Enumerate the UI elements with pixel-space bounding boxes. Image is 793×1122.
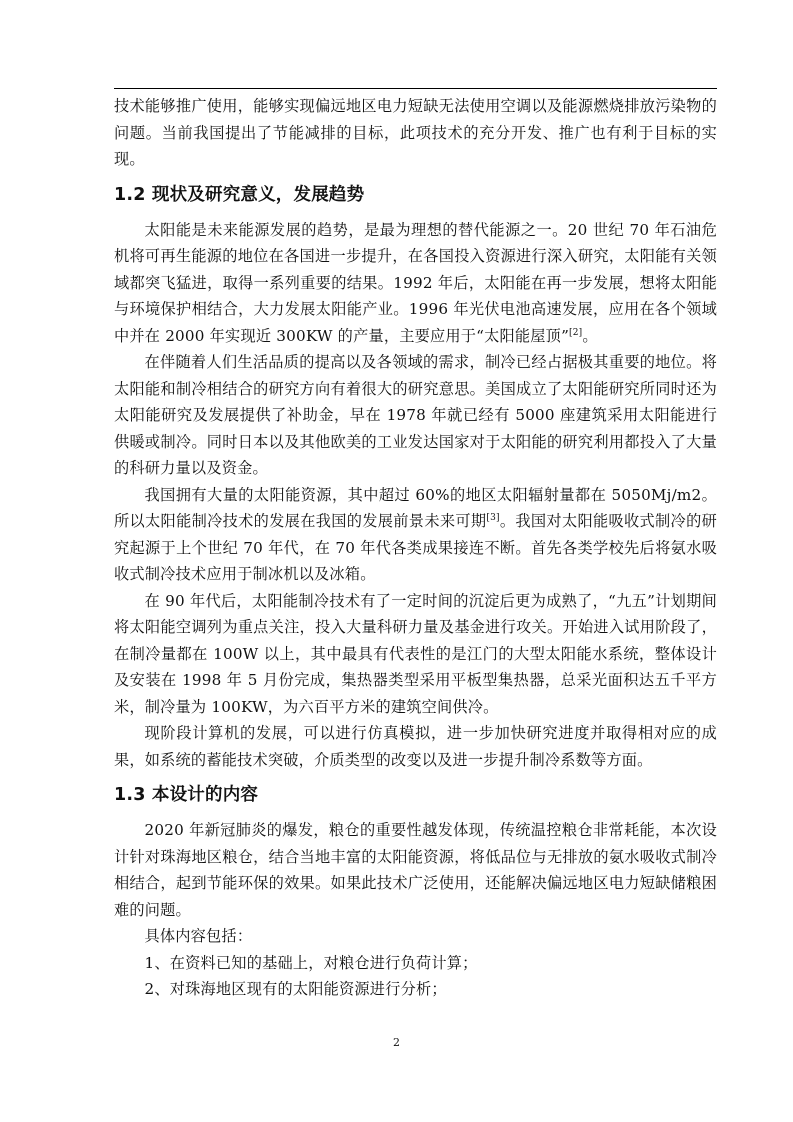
paragraph-china-resources xyxy=(114,482,717,588)
page-number: 2 xyxy=(393,1036,400,1049)
paragraph-text-end: 。我国对太阳能吸收式制冷的研究起源于上个世纪 70 年代，在 70 年代各类成果接连不断。首先各类学校先后将氨水吸收式制冷技术应用于制冰机以及冰箱。 xyxy=(114,512,717,583)
list-item: 1、在资料已知的基础上，对粮仓进行负荷计算； xyxy=(144,953,478,972)
header-rule xyxy=(114,88,717,89)
list-item: 2、对珠海地区现有的太阳能资源进行分析； xyxy=(144,980,447,998)
paragraph-content-intro: 具体内容包括： xyxy=(144,927,253,945)
citation-ref: [3] xyxy=(486,513,500,523)
paragraph-design-content: 2020 年新冠肺炎的爆发，粮仓的重要性越发体现，传统温控粮仓非常耗能，本次设计针对珠海地区粮仓，结合当地丰富的太阳能资源，将低品位与无排放的氨水吸收式制冷相结合，起到节能环保的效果。如果此技术广泛使用，还能解决偏远地区电力短缺储粮困难的问题。 xyxy=(114,821,717,919)
paragraph-text: 我国拥有大量的太阳能资源，其中超过 60%的地区太阳辐射量都在 5050Mj/m2。所以太阳能制冷技术的发展在我国的发展前景未来可期 xyxy=(114,485,717,530)
section-heading-1-3: 1.3 本设计的内容 xyxy=(114,785,259,805)
paragraph-refrigeration: 在伴随着人们生活品质的提高以及各领域的需求，制冷已经占据极其重要的地位。将太阳能和制冷相结合的研究方向有着很大的研究意思。美国成立了太阳能研究所同时还为太阳能研究及发展提供了补助金，早在 1978 年就已经有 5000 座建筑采用太阳能进行供暖或制冷。同时日本以及其他欧美的工业发达国家对于太阳能的研究利用都投入了大量的科研力量以及资金。 xyxy=(114,353,717,477)
paragraph-current-stage: 现阶段计算机的发展，可以进行仿真模拟，进一步加快研究进度并取得相对应的成果，如系统的蓄能技术突破，介质类型的改变以及进一步提升制冷系数等方面。 xyxy=(114,724,717,769)
document-page xyxy=(114,88,717,1003)
paragraph-1990s: 在 90 年代后，太阳能制冷技术有了一定时间的沉淀后更为成熟了，“九五”计划期间将太阳能空调列为重点关注，投入大量科研力量及基金进行攻关。开始进入试用阶段了，在制冷量都在 100W 以上，其中最具有代表性的是江门的大型太阳能水系统，整体设计及安装在 1998 年 5 月份完成，集热器类型采用平板型集热器，总采光面积达五千平方米，制冷量为 100KW，为六百平方米的建筑空间供冷。 xyxy=(114,591,717,716)
paragraph-solar-trend xyxy=(114,217,717,350)
paragraph-text: 太阳能是未来能源发展的趋势，是最为理想的替代能源之一。20 世纪 70 年石油危机将可再生能源的地位在各国进一步提升，在各国投入资源进行深入研究，太阳能有关领域都突飞猛进，取得一系列重要的结果。1992 年后，太阳能在再一步发展，想将太阳能与环境保护相结合，大力发展太阳能产业。1996 年光伏电池高速发展，应用在各个领域中并在 2000 年实现近 300KW 的产量，主要应用于“太阳能屋顶” xyxy=(114,220,717,345)
section-heading-1-2: 1.2 现状及研究意义，发展趋势 xyxy=(114,184,365,205)
paragraph-text-end: 。 xyxy=(582,326,598,345)
continuation-paragraph: 技术能够推广使用，能够实现偏远地区电力短缺无法使用空调以及能源燃烧排放污染物的问题。当前我国提出了节能减排的目标，此项技术的充分开发、推广也有利于目标的实现。 xyxy=(114,97,717,168)
citation-ref: [2] xyxy=(569,327,583,338)
